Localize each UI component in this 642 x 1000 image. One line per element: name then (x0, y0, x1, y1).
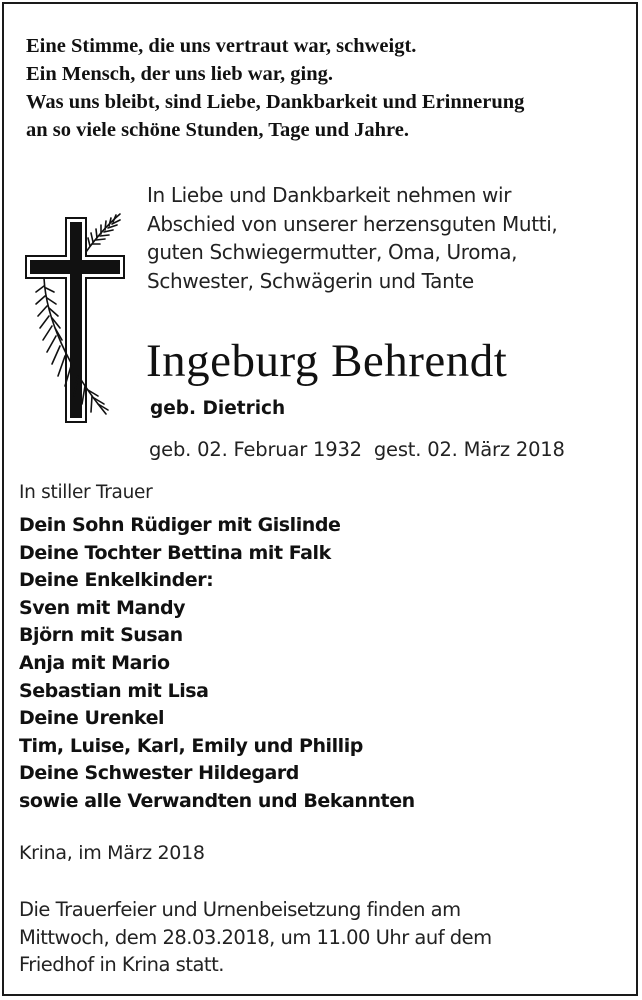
notice-line: Mittwoch, dem 28.03.2018, um 11.00 Uhr auf dem (19, 925, 492, 949)
mourner-line: Björn mit Susan (19, 624, 183, 647)
mourning-intro: In stiller Trauer (19, 482, 153, 503)
mourner-line: Dein Sohn Rüdiger mit Gislinde (19, 514, 341, 536)
mourner-line: Sebastian mit Lisa (19, 679, 209, 702)
intro-line: In Liebe und Dankbarkeit nehmen wir (147, 183, 512, 207)
mourner-line: Deine Urenkel (19, 707, 165, 730)
memorial-poem (26, 32, 626, 144)
intro-line: guten Schwiegermutter, Oma, Uroma, (147, 240, 518, 264)
funeral-notice (19, 896, 634, 979)
mourner-line: Deine Tochter Bettina mit Falk (19, 541, 331, 564)
poem-line: Was uns bleibt, sind Liebe, Dankbarkeit und Erinnerung (26, 91, 525, 113)
deceased-name: Ingeburg Behrendt (146, 335, 508, 387)
notice-line: Die Trauerfeier und Urnenbeisetzung finden am (19, 898, 461, 921)
mourner-line: sowie alle Verwandten und Bekannten (19, 789, 415, 812)
poem-line: an so viele schöne Stunden, Tage und Jahre. (26, 119, 409, 141)
birth-date: geb. 02. Februar 1932 (149, 438, 362, 461)
poem-line: Eine Stimme, die uns vertraut war, schweigt. (26, 35, 417, 57)
mourner-line: Tim, Luise, Karl, Emily und Phillip (19, 734, 363, 757)
place-date: Krina, im März 2018 (19, 842, 205, 864)
maiden-name: geb. Dietrich (150, 398, 286, 419)
farewell-intro (147, 181, 627, 295)
mourners-list (19, 512, 629, 816)
mourner-line: Anja mit Mario (19, 651, 170, 674)
death-date: gest. 02. März 2018 (373, 438, 565, 461)
notice-line: Friedhof in Krina statt. (19, 953, 224, 976)
mourner-line: Deine Schwester Hildegard (19, 762, 299, 785)
life-dates (149, 437, 565, 463)
intro-line: Schwester, Schwägerin und Tante (147, 268, 474, 293)
mourner-line: Sven mit Mandy (19, 596, 186, 619)
intro-line: Abschied von unserer herzensguten Mutti, (147, 211, 558, 236)
cross-with-palm-branch-icon (22, 208, 130, 428)
poem-line: Ein Mensch, der uns lieb war, ging. (26, 63, 333, 85)
mourner-line: Deine Enkelkinder: (19, 569, 214, 592)
